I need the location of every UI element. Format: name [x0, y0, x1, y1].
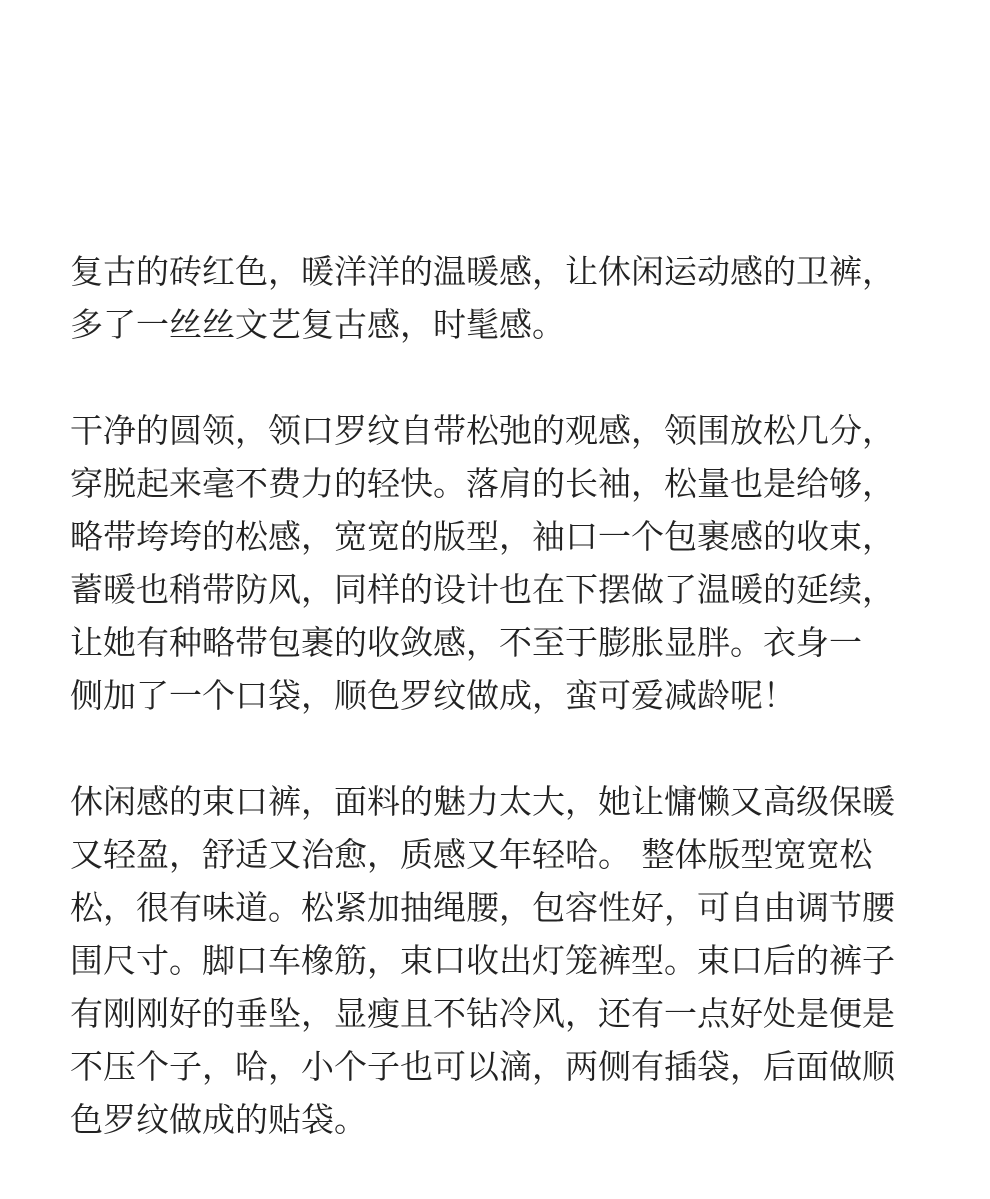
- paragraph-pants-design: [70, 775, 930, 1146]
- article-body: [70, 245, 930, 1199]
- paragraph-top-design: [70, 404, 930, 722]
- text-line: 围尺寸。脚口车橡筋，束口收出灯笼裤型。束口后的裤子: [70, 941, 895, 980]
- text-line: 侧加了一个口袋，顺色罗纹做成，蛮可爱减龄呢！: [70, 676, 796, 715]
- text-line: 干净的圆领，领口罗纹自带松弛的观感，领围放松几分，: [70, 411, 895, 450]
- text-line: 休闲感的束口裤，面料的魅力太大，她让慵懒又高级保暖: [70, 782, 895, 821]
- text-line: 复古的砖红色，暖洋洋的温暖感，让休闲运动感的卫裤，: [70, 252, 895, 291]
- text-line: 又轻盈，舒适又治愈，质感又年轻哈。 整体版型宽宽松: [70, 835, 873, 874]
- text-line: 松，很有味道。松紧加抽绳腰，包容性好，可自由调节腰: [70, 888, 895, 927]
- paragraph-color: [70, 245, 930, 351]
- text-line: 穿脱起来毫不费力的轻快。落肩的长袖，松量也是给够，: [70, 464, 895, 503]
- text-line: 略带垮垮的松感，宽宽的版型，袖口一个包裹感的收束，: [70, 517, 895, 556]
- text-line: 让她有种略带包裹的收敛感，不至于膨胀显胖。衣身一: [70, 623, 862, 662]
- text-line: 不压个子，哈，小个子也可以滴，两侧有插袋，后面做顺: [70, 1047, 895, 1086]
- text-line: 蓄暖也稍带防风，同样的设计也在下摆做了温暖的延续，: [70, 570, 895, 609]
- text-line: 有刚刚好的垂坠，显瘦且不钻冷风，还有一点好处是便是: [70, 994, 895, 1033]
- text-line: 色罗纹做成的贴袋。: [70, 1100, 367, 1139]
- text-line: 多了一丝丝文艺复古感，时髦感。: [70, 305, 565, 344]
